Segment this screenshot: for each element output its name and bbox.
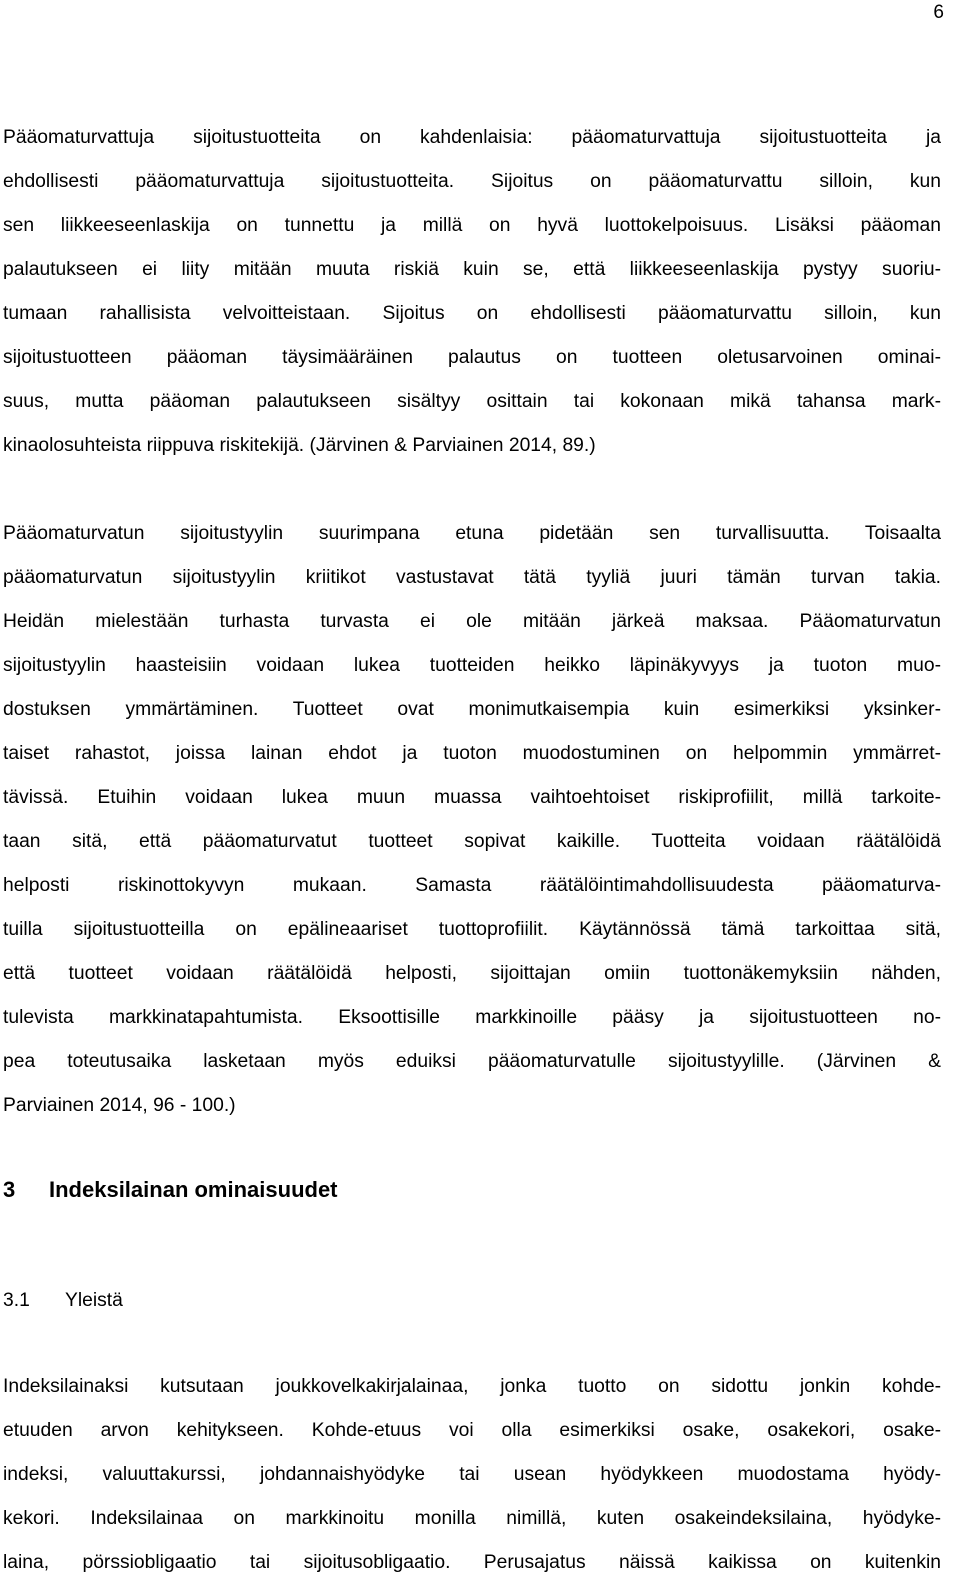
text-line: Parviainen 2014, 96 - 100.) xyxy=(3,1095,236,1116)
text-line: ehdollisesti pääomaturvattuja sijoitustuotteita. Sijoitus on pääomaturvattu silloin, kun xyxy=(3,171,941,192)
paragraph-1 xyxy=(3,116,941,468)
subsection-number: 3.1 xyxy=(3,1290,30,1311)
text-line: kekori. Indeksilainaa on markkinoitu monilla nimillä, kuten osakeindeksilaina, hyödyke- xyxy=(3,1508,941,1529)
text-line: pääomaturvatun sijoitustyylin kriitikot vastustavat tätä tyyliä juuri tämän turvan takia. xyxy=(3,567,941,588)
subsection-heading xyxy=(3,1290,123,1312)
section-title: Indeksilainan ominaisuudet xyxy=(49,1177,338,1202)
text-line: tulevista markkinatapahtumista. Eksoottisille markkinoille pääsy ja sijoitustuotteen no- xyxy=(3,1007,941,1028)
page-number: 6 xyxy=(933,2,944,23)
text-line: dostuksen ymmärtäminen. Tuotteet ovat monimutkaisempia kuin esimerkiksi yksinker- xyxy=(3,699,941,720)
text-line: suus, mutta pääoman palautukseen sisältyy osittain tai kokonaan mikä tahansa mark- xyxy=(3,391,941,412)
body-text xyxy=(3,116,941,1128)
text-line: kinaolosuhteista riippuva riskitekijä. (Järvinen & Parviainen 2014, 89.) xyxy=(3,435,596,456)
text-line: tuilla sijoitustuotteilla on epälineaariset tuottoprofiilit. Käytännössä tämä tarkoittaa sitä, xyxy=(3,919,941,940)
text-line: indeksi, valuuttakurssi, johdannaishyödyke tai usean hyödykkeen muodostama hyödy- xyxy=(3,1464,941,1485)
paragraph-2 xyxy=(3,512,941,1128)
text-line: etuuden arvon kehitykseen. Kohde-etuus voi olla esimerkiksi osake, osakekori, osake- xyxy=(3,1420,941,1441)
text-line: taiset rahastot, joissa lainan ehdot ja tuoton muodostuminen on helpommin ymmärret- xyxy=(3,743,941,764)
text-line: sijoitustuotteen pääoman täysimääräinen palautus on tuotteen oletusarvoinen ominai- xyxy=(3,347,941,368)
section-heading xyxy=(3,1177,338,1203)
text-line: sijoitustyylin haasteisiin voidaan lukea tuotteiden heikko läpinäkyvyys ja tuoton muo- xyxy=(3,655,941,676)
text-line: taan sitä, että pääomaturvatut tuotteet sopivat kaikille. Tuotteita voidaan räätälöidä xyxy=(3,831,941,852)
text-line: tävissä. Etuihin voidaan lukea muun muassa vaihtoehtoiset riskiprofiilit, millä tarkoite- xyxy=(3,787,941,808)
subsection-title: Yleistä xyxy=(65,1290,123,1311)
text-line: palautukseen ei liity mitään muuta riskiä kuin se, että liikkeeseenlaskija pystyy suoriu- xyxy=(3,259,941,280)
text-line: että tuotteet voidaan räätälöidä helposti, sijoittajan omiin tuottonäkemyksiin nähden, xyxy=(3,963,941,984)
text-line: pea toteutusaika lasketaan myös eduiksi pääomaturvatulle sijoitustyylille. (Järvinen & xyxy=(3,1051,941,1072)
paragraph-3 xyxy=(3,1365,941,1585)
text-line: helposti riskinottokyvyn mukaan. Samasta räätälöintimahdollisuudesta pääomaturva- xyxy=(3,875,941,896)
text-line: sen liikkeeseenlaskija on tunnettu ja millä on hyvä luottokelpoisuus. Lisäksi pääoman xyxy=(3,215,941,236)
text-line: Pääomaturvattuja sijoitustuotteita on kahdenlaisia: pääomaturvattuja sijoitustuotteita ja xyxy=(3,127,941,148)
text-line: tumaan rahallisista velvoitteistaan. Sijoitus on ehdollisesti pääomaturvattu silloin, kun xyxy=(3,303,941,324)
text-line: Pääomaturvatun sijoitustyylin suurimpana etuna pidetään sen turvallisuutta. Toisaalta xyxy=(3,523,941,544)
text-line: laina, pörssiobligaatio tai sijoitusobligaatio. Perusajatus näissä kaikissa on kuitenkin xyxy=(3,1552,941,1573)
text-line: Indeksilainaksi kutsutaan joukkovelkakirjalainaa, jonka tuotto on sidottu jonkin kohde- xyxy=(3,1376,941,1397)
body-text-2 xyxy=(3,1365,941,1585)
text-line: Heidän mielestään turhasta turvasta ei ole mitään järkeä maksaa. Pääomaturvatun xyxy=(3,611,941,632)
section-number: 3 xyxy=(3,1177,16,1202)
